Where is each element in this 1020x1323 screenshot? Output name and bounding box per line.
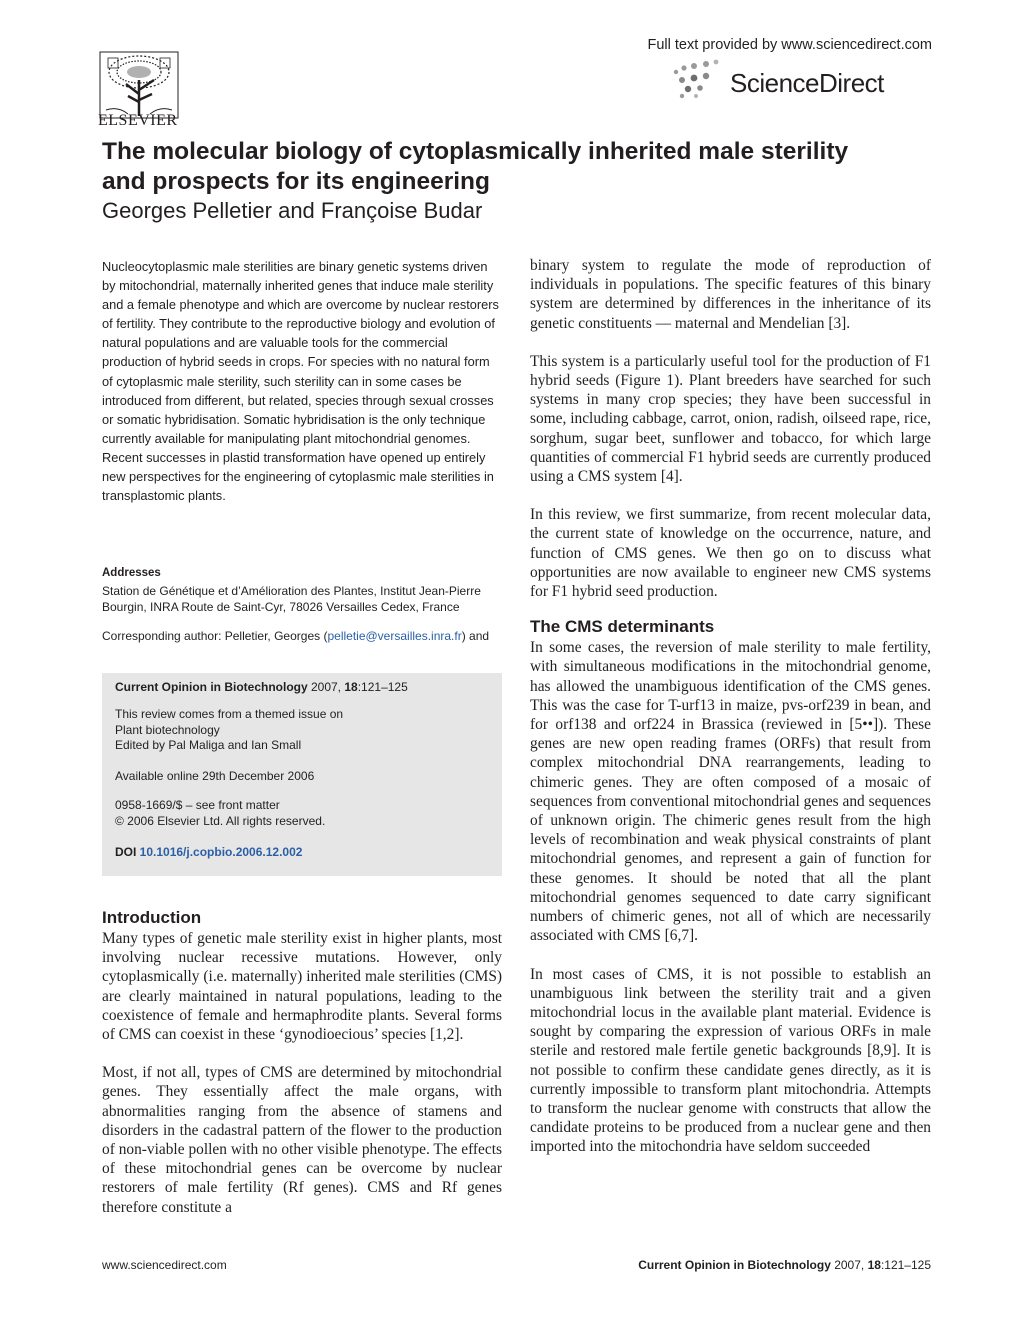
info-year: 2007, — [307, 680, 345, 694]
publisher-name: ELSEVIER — [98, 112, 178, 129]
sciencedirect-wordmark: ScienceDirect — [730, 68, 884, 98]
info-journal: Current Opinion in Biotechnology — [115, 680, 308, 694]
info-doi — [115, 845, 302, 861]
info-issn: 0958-1669/$ – see front matter — [115, 798, 280, 812]
footer-journal: Current Opinion in Biotechnology — [638, 1258, 831, 1272]
body-paragraph-5: In most cases of CMS, it is not possible to establish an unambiguous link between the sterility trait and a given mitochondrial locus in the available plant material. Evidence is sought by comparing the expression of various ORFs in male sterile and restored male fertile genetic backgrounds [8,9]. It is not possible to confirm these candidate genes directly, as it is currently impossible to transform plant mitochondria. Attempts to transform the nuclear genome with constructs that allow the candidate proteins to be produced from a nuclear gene and then imported into the mitochondria have seldom succeeded — [530, 965, 931, 1156]
corresponding-suffix: ) and — [461, 629, 490, 643]
corresponding-email-link[interactable]: pelletie@versailles.inra.fr — [327, 629, 462, 643]
corresponding-author — [102, 629, 502, 643]
footer-citation — [638, 1258, 931, 1272]
body-paragraph-2: This system is a particularly useful tool for the production of F1 hybrid seeds (Figure 1). Plant breeders have searched for such systems in many crop species; they have been successful in some, including cabbage, carrot, onion, radish, oilseed rape, rice, sorghum, sugar beet, sunflower and tobacco, for which large quantities of commercial F1 hybrid seeds are currently produced using a CMS system [4]. — [530, 352, 931, 486]
corresponding-prefix: Corresponding author: Pelletier, Georges ( — [102, 629, 328, 643]
info-doi-link[interactable]: 10.1016/j.copbio.2006.12.002 — [139, 845, 303, 859]
introduction-paragraph-2: Most, if not all, types of CMS are determined by mitochondrial genes. They essentially affect the male organs, with abnormalities ranging from the absence of stamens and disorders in the cadastral pattern of the flower to the production of non-viable pollen with no other visible phenotype. The effects of these mitochondrial genes can be overcome by nuclear restorers of male fertility (Rf genes). CMS and Rf genes therefore constitute a — [102, 1064, 502, 1216]
info-citation — [115, 680, 408, 696]
footer-pages: :121–125 — [880, 1258, 931, 1272]
footer-volume: 18 — [867, 1258, 881, 1272]
info-theme-line1: This review comes from a themed issue on — [115, 707, 344, 721]
introduction-heading: Introduction — [102, 908, 202, 927]
footer-year: 2007, — [830, 1258, 868, 1272]
introduction-paragraph-1: Many types of genetic male sterility exist in higher plants, most involving nuclear recessive mutations. However, only cytoplasmically (i.e. maternally) inherited male sterilities (CMS) are clearly maintained in natural populations, leading to the coexistence of female and hermaphrodite plants. Several forms of CMS can coexist in these ‘gynodioecious’ species [1,2]. — [102, 930, 502, 1044]
sciencedirect-logo[interactable] — [668, 58, 918, 100]
info-editors: Edited by Pal Maliga and Ian Small — [115, 738, 302, 752]
body-paragraph-4: In some cases, the reversion of male sterility to male fertility, with simultaneous modifications in the mitochondrial genome, has allowed the unambiguous identification of the CMS genes. This was the case for T-urf13 in maize, pvs-orf239 in bean, and for orf138 and orf224 in Brassica (reviewed in [5••]). These genes are new open reading frames (ORFs) that result from complex mitochondrial DNA rearrangements, leading to chimeric genes. They are often composed of a mosaic of sequences from conventional mitochondrial genes and sequences of unknown origin. The chimeric genes result from the high levels of recombination and weak physical constraints of plant mitochondrial genomes, and represent a gain of function for these genomes. It should be noted that all the plant mitochondrial genomes sequenced to date carry significant numbers of chimeric genes, not all of which are necessarily associated with CMS [6,7]. — [530, 639, 931, 945]
info-available: Available online 29th December 2006 — [115, 769, 315, 783]
article-title: The molecular biology of cytoplasmically inherited male sterility and prospects for its engineering — [102, 138, 849, 195]
info-copyright: © 2006 Elsevier Ltd. All rights reserved. — [115, 814, 326, 828]
cms-determinants-heading: The CMS determinants — [530, 617, 715, 637]
right-column — [530, 256, 931, 1157]
sciencedirect-dots-icon — [668, 58, 728, 100]
info-volume: 18 — [344, 680, 358, 694]
footer-website-link[interactable]: www.sciencedirect.com — [102, 1258, 227, 1272]
info-pages: :121–125 — [357, 680, 408, 694]
addresses-text: Station de Génétique et d’Amélioration des Plantes, Institut Jean-Pierre Bourgin, INRA Route de Saint-Cyr, 78026 Versailles Cedex, France — [102, 584, 481, 614]
introduction-section — [102, 908, 502, 1217]
article-authors: Georges Pelletier and Françoise Budar — [102, 198, 483, 223]
addresses-heading: Addresses — [102, 567, 161, 579]
article-info-box — [102, 673, 502, 876]
fulltext-note[interactable]: Full text provided by www.sciencedirect.com — [647, 37, 932, 53]
info-theme-line2: Plant biotechnology — [115, 722, 220, 737]
body-paragraph-3: In this review, we first summarize, from recent molecular data, the current state of knowledge on the occurrence, nature, and function of CMS genes. We then go on to discuss what opportunities are now available to engineer new CMS systems for F1 hybrid seed production. — [530, 506, 931, 601]
abstract: Nucleocytoplasmic male sterilities are binary genetic systems driven by mitochondrial, maternally inherited genes that induce male sterility and a female phenotype and which are overcome by nuclear restorers of fertility. They contribute to the reproductive biology and evolution of natural populations and are valuable tools for the commercial production of hybrid seeds in crops. For species with no natural form of cytoplasmic male sterility, such sterility can in some cases be introduced from different, but related, species through sexual crosses or somatic hybridisation. Somatic hybridisation is the only technique currently available for manipulating plant mitochondrial genomes. Recent successes in plastid transformation have opened up entirely new perspectives for the engineering of cytoplasmic male sterilities in transplastomic plants. — [102, 259, 499, 504]
info-doi-label: DOI — [115, 845, 140, 859]
body-paragraph-1: binary system to regulate the mode of reproduction of individuals in populations. The specific features of this binary system are determined by differences in the inheritance of its genetic constituents — maternal and Mendelian [3]. — [530, 257, 931, 332]
